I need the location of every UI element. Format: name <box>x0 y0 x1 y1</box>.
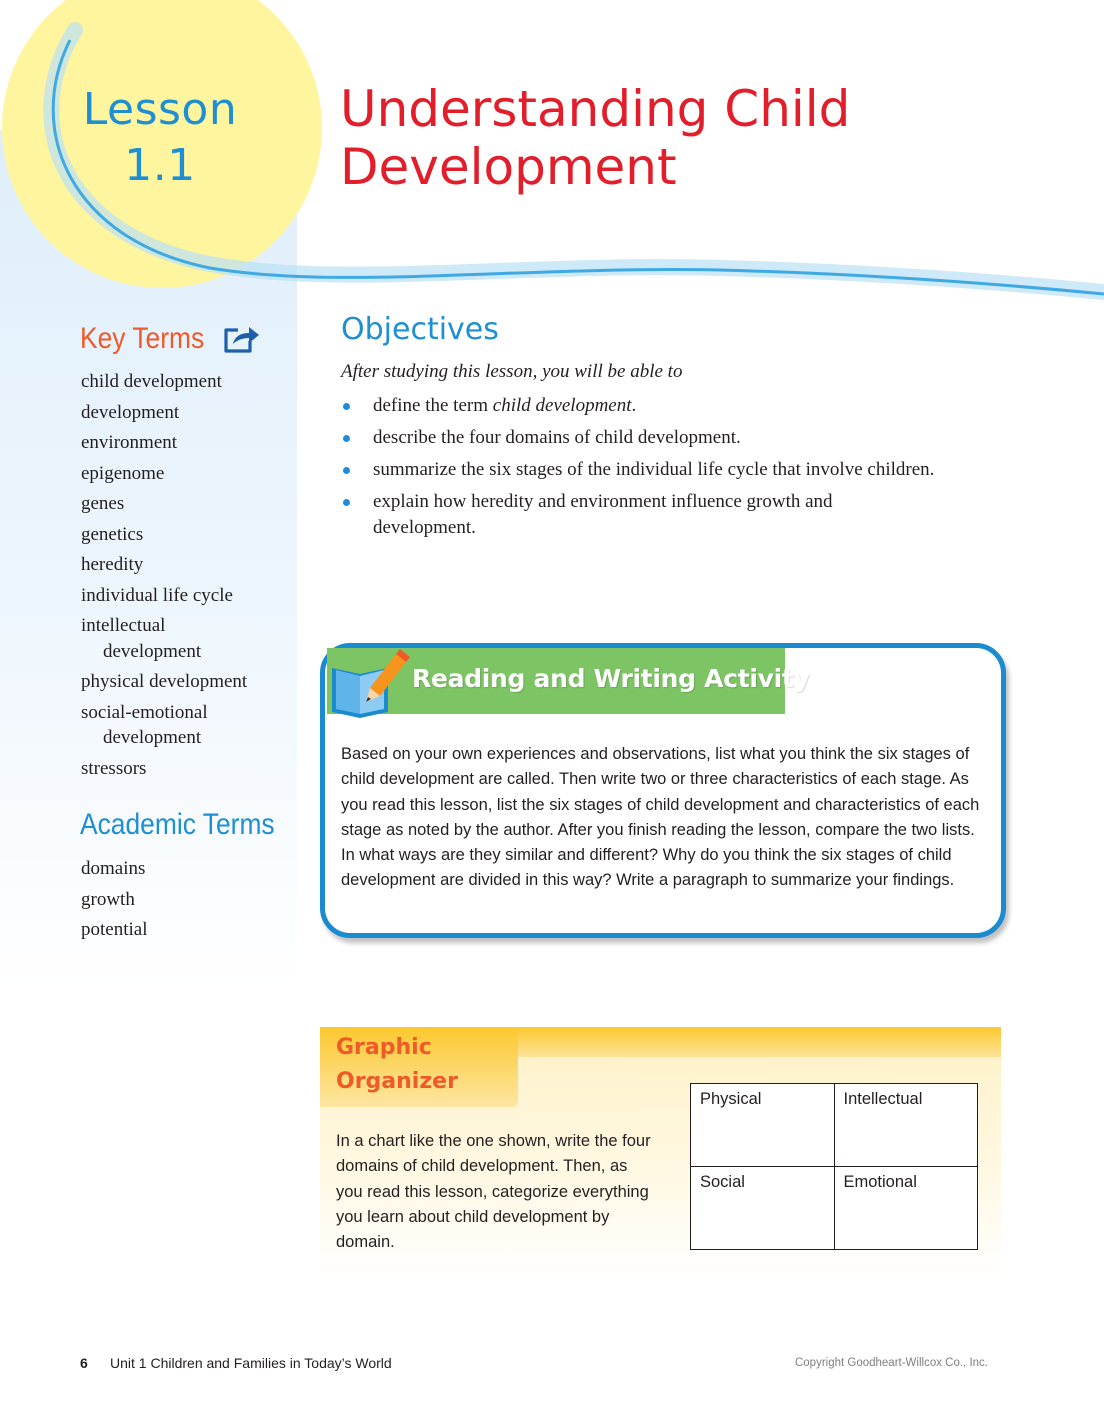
domains-chart-table <box>690 1083 978 1250</box>
page-title <box>340 80 1060 196</box>
key-term[interactable]: genetics <box>81 523 144 545</box>
page-number: 6 <box>80 1355 88 1371</box>
share-arrow-icon[interactable] <box>222 322 260 354</box>
footer-unit-label: Unit 1 Children and Families in Today’s World <box>110 1355 392 1371</box>
objectives-intro: After studying this lesson, you will be able to <box>341 361 683 382</box>
table-cell: Emotional <box>834 1167 978 1250</box>
organizer-heading-line2: Organizer <box>336 1069 458 1094</box>
key-term[interactable]: child development <box>81 371 222 392</box>
key-term[interactable]: individual life cycle <box>81 584 233 606</box>
organizer-heading-line1: Graphic <box>336 1035 432 1060</box>
key-term[interactable]: heredity <box>81 554 144 575</box>
table-row <box>691 1167 978 1250</box>
key-terms-list <box>81 369 291 786</box>
key-term[interactable]: environment <box>81 432 178 453</box>
academic-term[interactable]: domains <box>81 858 146 879</box>
key-terms-heading: Key Terms <box>80 322 205 355</box>
academic-term[interactable]: growth <box>81 888 135 910</box>
activity-title: Reading and Writing Activity <box>412 664 810 693</box>
table-cell: Intellectual <box>834 1084 978 1167</box>
page-title-line1: Understanding Child <box>340 80 851 138</box>
academic-terms-list <box>81 856 291 948</box>
academic-terms-heading: Academic Terms <box>80 808 275 841</box>
key-term[interactable]: epigenome <box>81 462 165 484</box>
key-term[interactable]: intellectual development <box>81 615 202 662</box>
activity-text: Based on your own experiences and observations, list what you think the six stages of child development are called. Then write two or three characteristics of each stage. As you read this lesson, list the six stages of child development and characteristics of each stage as noted by the author. After you finish reading the lesson, compare the two lists. In what ways are they similar and different? Why do you think the six stages of child development are divided in this way? Write a paragraph to summarize your findings. <box>341 745 980 890</box>
objective-item: summarize the six stages of the individual life cycle that involve children. <box>341 457 953 483</box>
key-term[interactable]: physical development <box>81 671 248 692</box>
key-term[interactable]: genes <box>81 493 125 514</box>
objective-item: describe the four domains of child development. <box>341 425 933 451</box>
objectives-heading: Objectives <box>341 312 499 347</box>
table-cell: Social <box>691 1167 835 1250</box>
footer-copyright: Copyright Goodheart-Willcox Co., Inc. <box>794 1357 988 1369</box>
page-title-line2: Development <box>340 138 677 196</box>
key-term[interactable]: stressors <box>81 757 147 779</box>
objective-item: define the term child development. <box>341 393 933 419</box>
table-cell: Physical <box>691 1084 835 1167</box>
table-row <box>691 1084 978 1167</box>
lesson-word: Lesson <box>82 84 238 135</box>
academic-term[interactable]: potential <box>81 919 148 940</box>
objective-item: explain how heredity and environment influence growth and development. <box>341 489 933 540</box>
objectives-list <box>341 393 961 547</box>
key-term[interactable]: development <box>81 401 180 423</box>
organizer-text: In a chart like the one shown, write the four domains of child development. Then, as you read this lesson, categorize everything you learn about child development by domain. <box>336 1132 651 1252</box>
key-term[interactable]: social-emotional development <box>81 701 208 748</box>
lesson-number: 1.1 <box>124 140 196 191</box>
book-pencil-icon <box>330 648 410 720</box>
organizer-heading <box>336 1031 506 1099</box>
lesson-number-label <box>60 82 260 194</box>
